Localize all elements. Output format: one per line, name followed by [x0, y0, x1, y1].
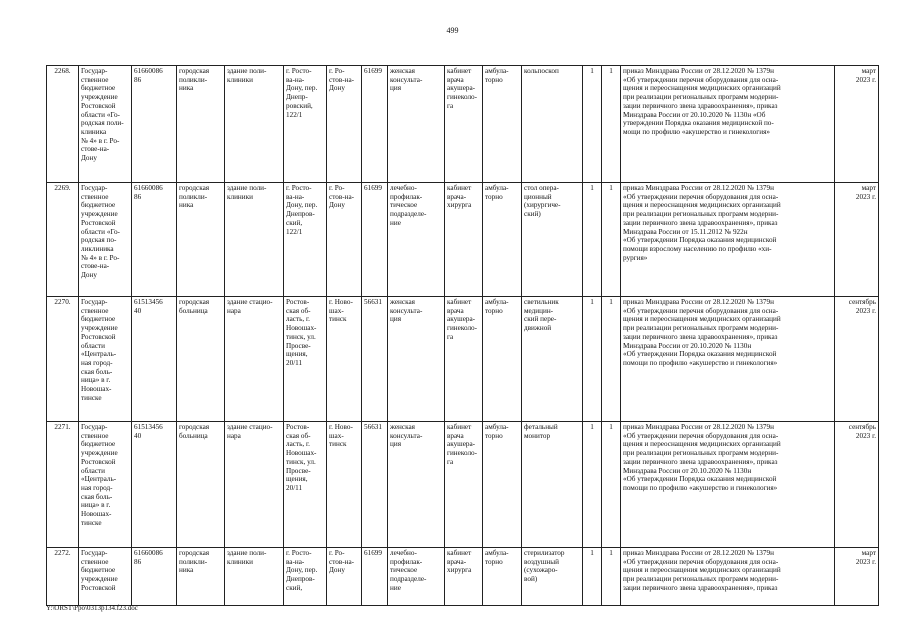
- quantity-cell-text: 1: [590, 549, 594, 557]
- address-cell-text: г. Росто- ва-на- Дону, пер. Днепров- ский,: [286, 549, 318, 592]
- quantity-cell-text: 1: [590, 184, 594, 192]
- department-cell: [388, 66, 445, 183]
- department-cell-text: женская консульта- ция: [390, 423, 423, 449]
- address-cell: [284, 548, 327, 606]
- room-cell-text: кабинет врача- хирурга: [447, 549, 472, 575]
- equipment-cell-text: стерилизатор воздушный (сухожаро- вой): [524, 549, 565, 584]
- equipment-cell: [522, 548, 583, 606]
- room-cell-text: кабинет врача акушера- гинеколо- га: [447, 423, 478, 466]
- quantity-cell-text: 1: [590, 67, 594, 75]
- care-type-cell-text: амбула- торно: [485, 298, 509, 315]
- building-cell-text: здание поли- клиники: [227, 184, 267, 201]
- quantity-total-cell: [602, 297, 621, 422]
- organization-cell-text: Государ- ственное бюджетное учреждение Ростовской области «Го- родская поли- клиника № 4» в г. Ро- стове-на- Дону: [81, 67, 124, 163]
- quantity-total-cell-text: 1: [609, 298, 613, 306]
- delivery-date-cell-text: март 2023 г.: [855, 67, 876, 84]
- row-number-cell-text: 2270.: [54, 298, 71, 306]
- organization-cell: [79, 297, 132, 422]
- delivery-date-cell-text: март 2023 г.: [855, 184, 876, 201]
- quantity-total-cell: [602, 548, 621, 606]
- equipment-cell-text: кольпоскоп: [524, 67, 559, 75]
- facility-type-cell-text: городская поликли- ника: [179, 67, 210, 93]
- address-cell: [284, 297, 327, 422]
- oktmo-code-cell-text: 56631: [364, 298, 382, 306]
- facility-type-cell-text: городская поликли- ника: [179, 549, 210, 575]
- quantity-total-cell: [602, 422, 621, 548]
- quantity-cell: [583, 422, 602, 548]
- org-code-cell-text: 61660086 86: [134, 67, 163, 84]
- facility-type-cell: [177, 297, 225, 422]
- quantity-cell: [583, 297, 602, 422]
- organization-cell-text: Государ- ственное бюджетное учреждение Ростовской области «Го- родская по- ликлиника № 4» в г. Ро- стове-на- Дону: [81, 184, 120, 280]
- row-number-cell: [47, 297, 79, 422]
- department-cell-text: лечебно- профилак- тическое подразделе- ние: [390, 184, 427, 227]
- room-cell: [445, 297, 483, 422]
- organization-cell-text: Государ- ственное бюджетное учреждение Ростовской области «Централь- ная город- ская боль- ница» в г. Новошах- тинске: [81, 423, 118, 527]
- city-cell: [327, 297, 362, 422]
- care-type-cell-text: амбула- торно: [485, 67, 509, 84]
- oktmo-code-cell: [362, 66, 388, 183]
- oktmo-code-cell-text: 61699: [364, 549, 382, 557]
- facility-type-cell: [177, 66, 225, 183]
- org-code-cell: [132, 548, 177, 606]
- quantity-cell: [583, 66, 602, 183]
- department-cell: [388, 297, 445, 422]
- org-code-cell-text: 61513456 40: [134, 423, 163, 440]
- facility-type-cell: [177, 548, 225, 606]
- department-cell-text: женская консульта- ция: [390, 298, 423, 324]
- delivery-date-cell: [835, 297, 879, 422]
- city-cell-text: г. Ро- стов-на- Дону: [329, 549, 355, 575]
- legal-basis-cell-text: приказ Минздрава России от 28.12.2020 № 1379н «Об утверждении перечня оборудования для осна- щения и переоснащения медицинских организаций при реализации региональных программ модерни- зации первичного звена здравоохранения», приказ Минздрава России от 15.11.2012 № 922н «Об утверждении Порядка оказания медицинской помощи взрослому населению по профилю «хи- рургия»: [623, 184, 781, 262]
- building-cell-text: здание поли- клиники: [227, 67, 267, 84]
- oktmo-code-cell: [362, 297, 388, 422]
- row-number-cell-text: 2269.: [54, 184, 71, 192]
- building-cell: [225, 297, 284, 422]
- quantity-cell: [583, 183, 602, 297]
- org-code-cell: [132, 422, 177, 548]
- room-cell: [445, 183, 483, 297]
- care-type-cell: [483, 548, 522, 606]
- oktmo-code-cell: [362, 422, 388, 548]
- facility-type-cell: [177, 422, 225, 548]
- oktmo-code-cell: [362, 183, 388, 297]
- delivery-date-cell: [835, 66, 879, 183]
- address-cell: [284, 183, 327, 297]
- org-code-cell: [132, 66, 177, 183]
- equipment-cell-text: стол опера- ционный (хирургиче- ский): [524, 184, 561, 219]
- legal-basis-cell-text: приказ Минздрава России от 28.12.2020 № 1379н «Об утверждении перечня оборудования для осна- щения и переоснащения медицинских организаций при реализации региональных программ модерни- зации первичного звена здравоохранения», приказ Минздрава России от 20.10.2020 № 1130н «Об утверждении Порядка оказания медицинской помощи по профилю «акушерство и гинекология»: [623, 298, 781, 367]
- equipment-cell: [522, 297, 583, 422]
- quantity-cell-text: 1: [590, 423, 594, 431]
- row-number-cell: [47, 548, 79, 606]
- table-row: [47, 548, 879, 606]
- footer-file-path: Y:\ORST\Ppo\0313p134.f23.doc: [46, 604, 138, 612]
- org-code-cell-text: 61660086 86: [134, 549, 163, 566]
- legal-basis-cell: [621, 66, 835, 183]
- oktmo-code-cell-text: 56631: [364, 423, 382, 431]
- equipment-register-table: [46, 65, 879, 606]
- address-cell-text: г. Росто- ва-на- Дону, пер. Днепров- ский, 122/1: [286, 184, 318, 236]
- quantity-cell-text: 1: [590, 298, 594, 306]
- org-code-cell-text: 61513456 40: [134, 298, 163, 315]
- quantity-total-cell-text: 1: [609, 184, 613, 192]
- building-cell-text: здание поли- клиники: [227, 549, 267, 566]
- city-cell: [327, 548, 362, 606]
- care-type-cell-text: амбула- торно: [485, 423, 509, 440]
- organization-cell: [79, 183, 132, 297]
- organization-cell: [79, 548, 132, 606]
- address-cell-text: г. Росто- ва-на- Дону, пер. Днепр- ровский, 122/1: [286, 67, 318, 119]
- organization-cell-text: Государ- ственное бюджетное учреждение Ростовской: [81, 549, 118, 592]
- city-cell-text: г. Ново- шах- тинск: [329, 423, 353, 449]
- delivery-date-cell-text: сентябрь 2023 г.: [848, 423, 876, 440]
- facility-type-cell-text: городская больница: [179, 298, 210, 315]
- room-cell: [445, 548, 483, 606]
- quantity-total-cell-text: 1: [609, 67, 613, 75]
- quantity-total-cell: [602, 183, 621, 297]
- address-cell-text: Ростов- ская об- ласть, г. Новошах- тинск, ул. Просве- щения, 20/11: [286, 423, 317, 492]
- legal-basis-cell: [621, 297, 835, 422]
- quantity-total-cell-text: 1: [609, 549, 613, 557]
- delivery-date-cell: [835, 548, 879, 606]
- room-cell-text: кабинет врача- хирурга: [447, 184, 472, 210]
- equipment-cell: [522, 66, 583, 183]
- building-cell: [225, 422, 284, 548]
- address-cell-text: Ростов- ская об- ласть, г. Новошах- тинск, ул. Просве- щения, 20/11: [286, 298, 317, 367]
- facility-type-cell: [177, 183, 225, 297]
- oktmo-code-cell-text: 61699: [364, 67, 382, 75]
- table-row: [47, 422, 879, 548]
- quantity-total-cell-text: 1: [609, 423, 613, 431]
- room-cell: [445, 422, 483, 548]
- oktmo-code-cell: [362, 548, 388, 606]
- room-cell-text: кабинет врача акушера- гинеколо- га: [447, 67, 478, 110]
- city-cell-text: г. Ново- шах- тинск: [329, 298, 353, 324]
- department-cell-text: женская консульта- ция: [390, 67, 423, 93]
- city-cell: [327, 422, 362, 548]
- quantity-total-cell: [602, 66, 621, 183]
- address-cell: [284, 422, 327, 548]
- city-cell-text: г. Ро- стов-на- Дону: [329, 67, 355, 93]
- equipment-cell-text: светильник медицин- ский пере- движной: [524, 298, 559, 333]
- building-cell: [225, 66, 284, 183]
- legal-basis-cell: [621, 548, 835, 606]
- building-cell: [225, 183, 284, 297]
- row-number-cell-text: 2271.: [54, 423, 71, 431]
- organization-cell: [79, 422, 132, 548]
- address-cell: [284, 66, 327, 183]
- legal-basis-cell-text: приказ Минздрава России от 28.12.2020 № 1379н «Об утверждении перечня оборудования для осна- щения и переоснащения медицинских организаций при реализации региональных программ модерни- зации первичного звена здравоохранения», приказ Минздрава России от 20.10.2020 № 1130н «Об утверждении Порядка оказания медицинской помощи по профилю «акушерство и гинекология»: [623, 423, 781, 492]
- row-number-cell-text: 2268.: [54, 67, 71, 75]
- legal-basis-cell-text: приказ Минздрава России от 28.12.2020 № 1379н «Об утверждении перечня оборудования для осна- щения и переоснащения медицинских организаций при реализации региональных программ модерни- зации первичного звена здравоохранения», приказ: [623, 549, 781, 592]
- quantity-cell: [583, 548, 602, 606]
- care-type-cell-text: амбула- торно: [485, 184, 509, 201]
- city-cell: [327, 183, 362, 297]
- legal-basis-cell: [621, 183, 835, 297]
- equipment-cell: [522, 422, 583, 548]
- delivery-date-cell: [835, 422, 879, 548]
- table-row: [47, 183, 879, 297]
- room-cell-text: кабинет врача акушера- гинеколо- га: [447, 298, 478, 341]
- care-type-cell: [483, 66, 522, 183]
- care-type-cell: [483, 183, 522, 297]
- table-row: [47, 297, 879, 422]
- department-cell: [388, 548, 445, 606]
- facility-type-cell-text: городская поликли- ника: [179, 184, 210, 210]
- building-cell: [225, 548, 284, 606]
- facility-type-cell-text: городская больница: [179, 423, 210, 440]
- care-type-cell: [483, 297, 522, 422]
- row-number-cell: [47, 66, 79, 183]
- delivery-date-cell-text: март 2023 г.: [855, 549, 876, 566]
- page-number: 499: [446, 26, 459, 35]
- organization-cell-text: Государ- ственное бюджетное учреждение Ростовской области «Централь- ная город- ская боль- ница» в г. Новошах- тинске: [81, 298, 118, 402]
- legal-basis-cell-text: приказ Минздрава России от 28.12.2020 № 1379н «Об утверждении перечня оборудования для осна- щения и переоснащения медицинских организаций при реализации региональных программ модерни- зации первичного звена здравоохранения», приказ Минздрава России от 20.10.2020 № 1130н «Об утверждении Порядка оказания медицинской по- мощи по профилю «акушерство и гинекология»: [623, 67, 781, 136]
- equipment-cell: [522, 183, 583, 297]
- building-cell-text: здание стацио- нара: [227, 423, 273, 440]
- organization-cell: [79, 66, 132, 183]
- oktmo-code-cell-text: 61699: [364, 184, 382, 192]
- building-cell-text: здание стацио- нара: [227, 298, 273, 315]
- department-cell-text: лечебно- профилак- тическое подразделе- ние: [390, 549, 427, 592]
- delivery-date-cell-text: сентябрь 2023 г.: [848, 298, 876, 315]
- row-number-cell-text: 2272.: [54, 549, 71, 557]
- department-cell: [388, 422, 445, 548]
- org-code-cell: [132, 297, 177, 422]
- row-number-cell: [47, 183, 79, 297]
- department-cell: [388, 183, 445, 297]
- equipment-cell-text: фетальный монитор: [524, 423, 558, 440]
- legal-basis-cell: [621, 422, 835, 548]
- care-type-cell: [483, 422, 522, 548]
- table-row: [47, 66, 879, 183]
- delivery-date-cell: [835, 183, 879, 297]
- care-type-cell-text: амбула- торно: [485, 549, 509, 566]
- room-cell: [445, 66, 483, 183]
- org-code-cell-text: 61660086 86: [134, 184, 163, 201]
- city-cell: [327, 66, 362, 183]
- city-cell-text: г. Ро- стов-на- Дону: [329, 184, 355, 210]
- row-number-cell: [47, 422, 79, 548]
- org-code-cell: [132, 183, 177, 297]
